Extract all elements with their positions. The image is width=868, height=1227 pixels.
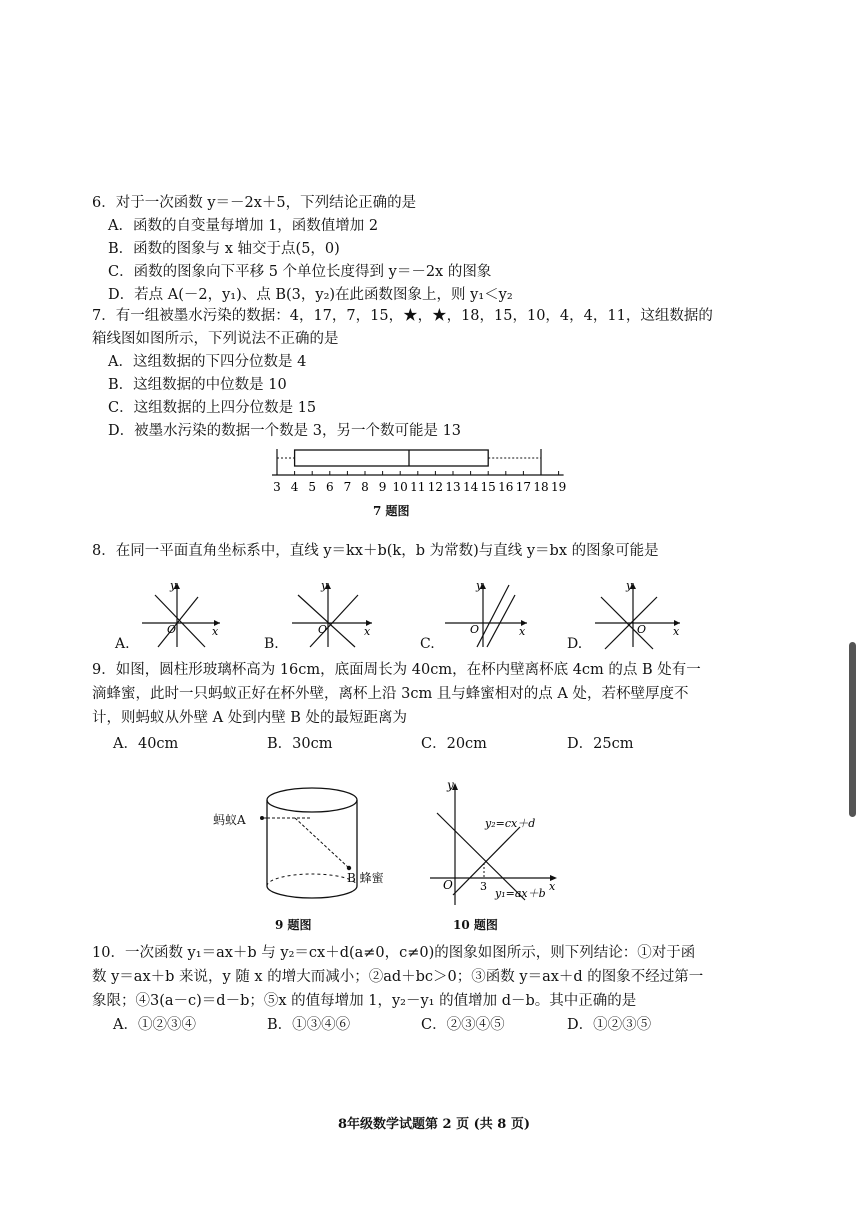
boxplot-tick-label: 9 — [378, 480, 387, 494]
q8-d-y-label: y — [626, 579, 633, 592]
q7-stem-line1: 7．有一组被墨水污染的数据：4，17，7，15，★，★，18，15，10，4，4，11，这组数据的 — [92, 308, 713, 324]
boxplot-tick-label: 18 — [533, 480, 549, 494]
q9-option-d: D．25cm — [567, 736, 634, 752]
q8-b-origin: O — [318, 623, 328, 636]
q10-tick-3: 3 — [480, 880, 487, 893]
boxplot-tick-label: 7 — [343, 480, 352, 494]
q8-choice-d: D. — [567, 636, 583, 652]
q6-option-a: A．函数的自变量每增加 1，函数值增加 2 — [108, 218, 379, 234]
q8-graph-a — [142, 579, 220, 647]
boxplot-tick-label: 19 — [550, 480, 567, 494]
q9-caption: 9 题图 — [275, 918, 312, 932]
q7-option-b: B．这组数据的中位数是 10 — [108, 377, 287, 393]
q8-d-x-label: x — [673, 625, 680, 638]
q8-graphs — [110, 575, 710, 655]
q8-graph-c — [445, 579, 527, 647]
q8-a-x-label: x — [212, 625, 219, 638]
q10-origin: O — [443, 878, 453, 892]
q7-caption: 7 题图 — [373, 504, 410, 518]
q7-stem-line2: 箱线图如图所示，下列说法不正确的是 — [92, 331, 339, 347]
q8-graph-b — [292, 579, 372, 647]
boxplot-tick-label: 17 — [515, 480, 532, 494]
boxplot-tick-label: 13 — [445, 480, 461, 494]
boxplot-tick-label: 5 — [308, 480, 317, 494]
boxplot-tick-label: 8 — [361, 480, 369, 494]
q8-choice-b: B. — [264, 636, 279, 652]
vertical-scrollbar[interactable] — [849, 642, 856, 817]
q10-option-c: C．②③④⑤ — [421, 1017, 505, 1033]
q10-stem-line2: 数 y＝ax＋b 来说，y 随 x 的增大而减小；②ad＋bc＞0；③函数 y＝ax＋d 的图象不经过第一 — [92, 969, 704, 985]
q9-label-honey-b: B 蜂蜜 — [347, 871, 384, 885]
q10-option-d: D．①②③⑤ — [567, 1017, 652, 1033]
q8-choice-a: A. — [115, 636, 130, 652]
q6-option-d: D．若点 A(－2，y₁)、点 B(3，y₂)在此函数图象上，则 y₁＜y₂ — [108, 287, 513, 303]
q10-stem-line3: 象限；④3(a－c)＝d－b；⑤x 的值每增加 1，y₂－y₁ 的值增加 d－b。其中正确的是 — [92, 993, 637, 1009]
q7-option-a: A．这组数据的下四分位数是 4 — [108, 354, 307, 370]
q8-graph-d — [595, 579, 680, 649]
boxplot-tick-label: 6 — [325, 480, 334, 494]
q10-stem-line1: 10．一次函数 y₁＝ax＋b 与 y₂＝cx＋d(a≠0，c≠0)的图象如图所示，则下列结论：①对于函 — [92, 945, 696, 961]
q9-option-a: A．40cm — [113, 736, 179, 752]
q6-stem: 6．对于一次函数 y＝－2x＋5，下列结论正确的是 — [92, 195, 417, 211]
q6-option-b: B．函数的图象与 x 轴交于点(5，0) — [108, 241, 340, 257]
q7-boxplot-figure — [255, 440, 575, 500]
q8-choice-c: C. — [420, 636, 435, 652]
boxplot-tick-label: 12 — [427, 480, 444, 494]
boxplot-tick-label: 3 — [273, 480, 281, 494]
q9-option-b: B．30cm — [267, 736, 333, 752]
q9-stem-line1: 9．如图，圆柱形玻璃杯高为 16cm，底面周长为 40cm，在杯内壁离杯底 4cm 的点 B 处有一 — [92, 662, 701, 678]
boxplot-tick-label: 4 — [290, 480, 299, 494]
q7-option-c: C．这组数据的上四分位数是 15 — [108, 400, 317, 416]
q10-caption: 10 题图 — [453, 918, 498, 932]
q8-b-y-label: y — [321, 579, 328, 592]
q10-option-b: B．①③④⑥ — [267, 1017, 351, 1033]
boxplot-tick-label: 14 — [462, 480, 479, 494]
boxplot-box — [295, 450, 489, 466]
q7-option-d: D．被墨水污染的数据一个数是 3，另一个数可能是 13 — [108, 423, 462, 439]
q9-cylinder-figure — [210, 780, 410, 910]
q10-graph-figure — [425, 775, 565, 910]
page-footer: 8年级数学试题第 2 页 (共 8 页) — [337, 1117, 531, 1132]
q8-c-y-label: y — [476, 579, 483, 592]
boxplot-tick-label: 15 — [480, 480, 496, 494]
q6-option-c: C．函数的图象向下平移 5 个单位长度得到 y＝－2x 的图象 — [108, 264, 492, 280]
q10-y-axis-label: y — [447, 778, 454, 792]
q8-b-x-label: x — [364, 625, 371, 638]
q8-c-x-label: x — [519, 625, 526, 638]
boxplot-tick-label: 10 — [392, 480, 408, 494]
q8-a-origin: O — [167, 623, 177, 636]
q8-a-y-label: y — [170, 579, 177, 592]
q8-c-origin: O — [470, 623, 480, 636]
boxplot-tick-label: 11 — [410, 480, 426, 494]
q8-stem: 8．在同一平面直角坐标系中，直线 y＝kx＋b(k，b 为常数)与直线 y＝bx 的图象可能是 — [92, 543, 659, 559]
q10-x-axis-label: x — [549, 880, 556, 893]
q10-line2-label: y₂=cx＋d — [485, 817, 536, 830]
q10-line1-label: y₁=ax＋b — [495, 887, 546, 900]
q9-stem-line3: 计，则蚂蚁从外壁 A 处到内壁 B 处的最短距离为 — [92, 710, 408, 726]
boxplot-tick-label: 16 — [498, 480, 514, 494]
q8-d-origin: O — [637, 623, 647, 636]
q9-stem-line2: 滴蜂蜜，此时一只蚂蚁正好在杯外壁，离杯上沿 3cm 且与蜂蜜相对的点 A 处，若杯壁厚度不 — [92, 686, 689, 702]
q10-option-a: A．①②③④ — [113, 1017, 196, 1033]
q9-option-c: C．20cm — [421, 736, 487, 752]
q9-label-ant-a: 蚂蚁A — [213, 813, 246, 827]
